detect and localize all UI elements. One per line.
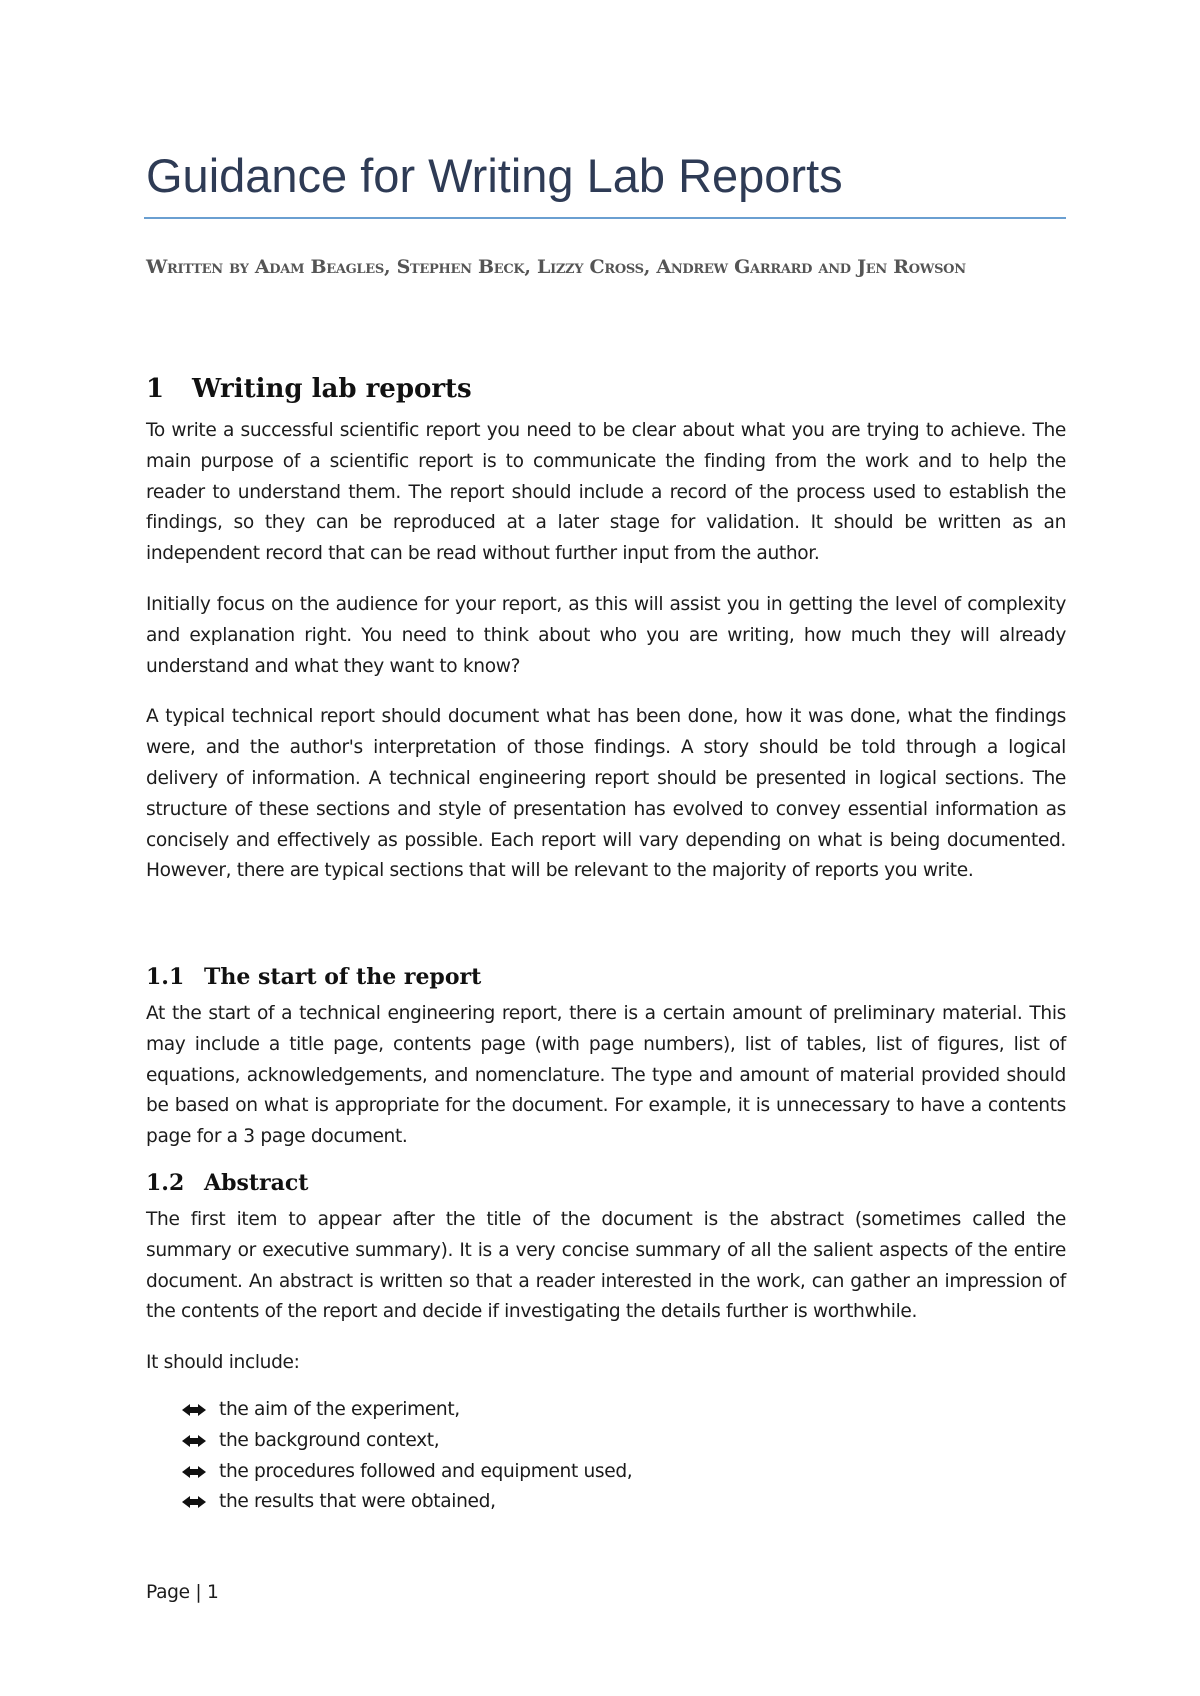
paragraph: The first item to appear after the title of the document is the abstract (sometimes called the summary or executive summary). It is a very concise summary of all the salient aspects of the entire document. An abstract is written so that a reader interested in the work, can gather an impression of the contents of the report and decide if investigating the details further is worthwhile. <box>146 1209 1066 1323</box>
paragraph: Initially focus on the audience for your report, as this will assist you in getting the level of complexity and explanation right. You need to think about who you are writing, how much they will already understand and what they want to know? <box>146 593 1066 677</box>
section-heading <box>146 372 1066 406</box>
subsection-title: Abstract <box>204 1170 309 1196</box>
arrow-bullet-icon <box>182 1496 206 1508</box>
list-item <box>182 1426 1066 1457</box>
arrow-bullet-icon <box>182 1404 206 1416</box>
page-number-footer: Page | 1 <box>146 1582 219 1603</box>
subsection-heading <box>146 1168 1066 1198</box>
section-number: 1 <box>146 374 165 404</box>
bullet-list <box>146 1395 1066 1518</box>
document-title: Guidance for Writing Lab Reports <box>146 149 843 202</box>
section-abstract <box>146 1168 1066 1518</box>
paragraph: At the start of a technical engineering report, there is a certain amount of preliminary material. This may include a title page, contents page (with page numbers), list of tables, list of figures, list of equations, acknowledgements, and nomenclature. The type and amount of material provided should be based on what is appropriate for the document. For example, it is unnecessary to have a contents page for a 3 page document. <box>146 1003 1066 1148</box>
list-item <box>182 1457 1066 1488</box>
paragraph: It should include: <box>146 1352 300 1374</box>
arrow-bullet-icon <box>182 1435 206 1447</box>
subsection-number: 1.2 <box>146 1170 185 1196</box>
subsection-title: The start of the report <box>204 964 482 990</box>
section-title: Writing lab reports <box>192 374 472 404</box>
paragraph: A typical technical report should document what has been done, how it was done, what the findings were, and the author's interpretation of those findings. A story should be told through a logical delivery of information. A technical engineering report should be presented in logical sections. The structure of these sections and style of presentation has evolved to convey essential information as concisely and effectively as possible. Each report will vary depending on what is being documented. However, there are typical sections that will be relevant to the majority of reports you write. <box>146 706 1066 882</box>
subsection-heading <box>146 962 1066 992</box>
list-item <box>182 1395 1066 1426</box>
list-item-text: the results that were obtained, <box>219 1491 496 1513</box>
list-item-text: the aim of the experiment, <box>219 1398 460 1420</box>
subsection-number: 1.1 <box>146 964 185 990</box>
title-underline <box>144 217 1066 219</box>
section-start-of-report <box>146 962 1066 1153</box>
list-item-text: the procedures followed and equipment used, <box>219 1460 633 1482</box>
section-writing-lab-reports <box>146 372 1066 887</box>
paragraph: To write a successful scientific report you need to be clear about what you are trying to achieve. The main purpose of a scientific report is to communicate the finding from the work and to help the reader to understand them. The report should include a record of the process used to establish the findings, so they can be reproduced at a later stage for validation. It should be written as an independent record that can be read without further input from the author. <box>146 420 1066 565</box>
authors-line: Written by Adam Beagles, Stephen Beck, Lizzy Cross, Andrew Garrard and Jen Rowson <box>146 256 966 278</box>
list-item <box>182 1487 1066 1518</box>
list-item-text: the background context, <box>219 1429 440 1451</box>
arrow-bullet-icon <box>182 1466 206 1478</box>
